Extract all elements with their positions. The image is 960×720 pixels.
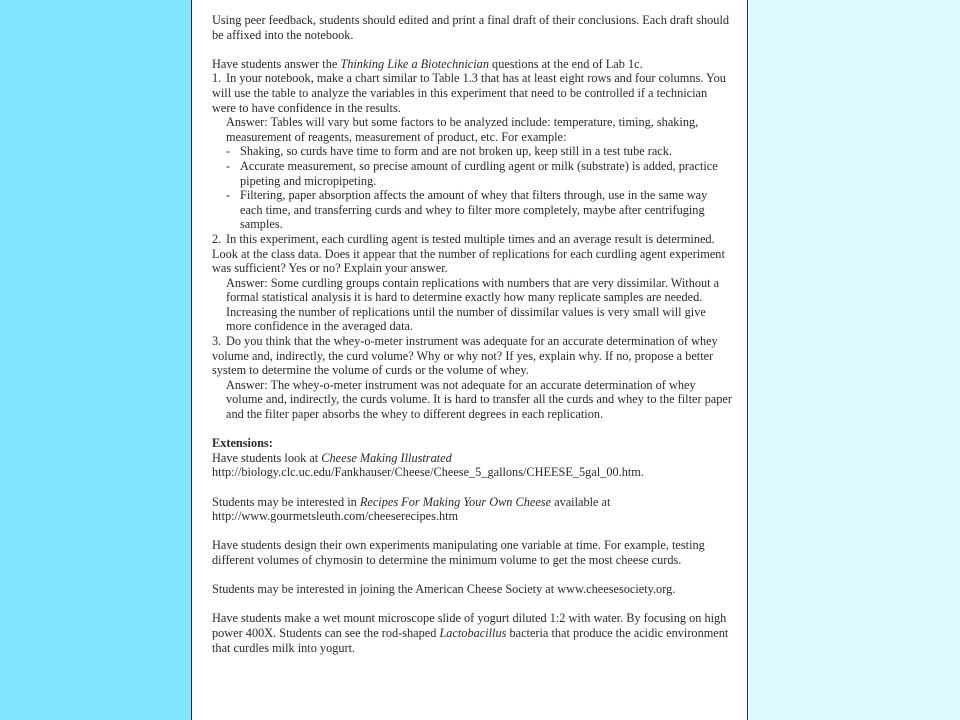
biotechnician-title: Thinking Like a Biotechnician: [340, 56, 489, 71]
cheese-illustrated-url: http://biology.clc.uc.edu/Fankhauser/Cheese/Cheese_5_gallons/CHEESE_5gal_00.htm.: [212, 465, 644, 480]
question-text: In your notebook, make a chart similar to Table 1.3 that has at least eight rows and four columns. You will use the table to analyze the variables in this experiment that need to be controlled if a technician were to have confidence in the results.: [212, 71, 726, 115]
cheese-illustrated-title: Cheese Making Illustrated: [321, 450, 452, 465]
bullet-item: - Filtering, paper absorption affects the amount of whey that filters through, use in the same way each time, and transferring curds and whey to filter more completely, maybe after centrifuging samples.: [212, 188, 732, 232]
recipes-title: Recipes For Making Your Own Cheese: [359, 494, 552, 509]
recipes-url: http://www.gourmetsleuth.com/cheeserecipes.htm: [212, 509, 459, 524]
recipes-line: Students may be interested in Recipes For Making Your Own Cheese available at: [212, 494, 611, 509]
question-1-answer: Answer: Tables will vary but some factors to be analyzed include: temperature, timing, shaking, measurement of reagents, measurement of product, etc. For example:: [226, 115, 699, 144]
left-margin-panel: [0, 0, 191, 720]
bullet-text: Filtering, paper absorption affects the amount of whey that filters through, use in the same way each time, and transferring curds and whey to filter more completely, maybe after centrifuging samples.: [240, 188, 708, 232]
question-1: [212, 71, 732, 232]
document-content: [212, 13, 732, 655]
cheese-society-paragraph: Students may be interested in joining the American Cheese Society at www.cheesesociety.org.: [212, 582, 676, 597]
question-2-answer: Answer: Some curdling groups contain replications with numbers that are very dissimilar. Without a formal statistical analysis it is hard to determine exactly how many replicate samples are needed. Increasing the number of replications until the number of dissimilar values is very small will give more confidence in the averaged data.: [226, 275, 720, 334]
yogurt-paragraph: Have students make a wet mount microscope slide of yogurt diluted 1:2 with water. By focusing on high power 400X. Students can see the rod-shaped Lactobacillus bacteria that produce the acidic environment that curdles milk into yogurt.: [212, 611, 729, 655]
answer-prefix: Have students answer the: [212, 56, 341, 71]
question-1-text: [212, 71, 732, 115]
design-experiments-paragraph: Have students design their own experiments manipulating one variable at time. For example, testing different volumes of chymosin to determine the minimum volume to get the most cheese curds.: [212, 538, 705, 567]
question-number: 3.: [212, 334, 222, 349]
question-3-text: [212, 334, 732, 378]
extensions-heading: Extensions:: [212, 436, 273, 451]
bullet-item: - Shaking, so curds have time to form and are not broken up, keep still in a test tube rack.: [212, 144, 732, 159]
question-number: 1.: [212, 71, 222, 86]
answer-suffix: questions at the end of Lab 1c.: [488, 56, 643, 71]
question-text: Do you think that the whey-o-meter instrument was adequate for an accurate determination of whey volume and, indirectly, the curd volume? Why or why not? If yes, explain why. If no, propose a better system to determine the volume of curds or the volume of whey.: [212, 334, 718, 378]
bullet-text: Shaking, so curds have time to form and are not broken up, keep still in a test tube rack.: [240, 144, 672, 159]
question-2: [212, 232, 732, 334]
cheese-illustrated-line: Have students look at Cheese Making Illustrated: [212, 450, 452, 465]
question-2-text: [212, 232, 732, 276]
bullet-text: Accurate measurement, so precise amount of curdling agent or milk (substrate) is added, practice pipeting and micropipeting.: [240, 158, 718, 188]
question-3: [212, 334, 732, 422]
bullet-item: - Accurate measurement, so precise amount of curdling agent or milk (substrate) is added, practice pipeting and micropipeting.: [212, 159, 732, 188]
lactobacillus-term: Lactobacillus: [439, 625, 507, 640]
question-text: In this experiment, each curdling agent is tested multiple times and an average result is determined. Look at the class data. Does it appear that the number of replications for each curdling agent experiment was sufficient? Yes or no? Explain your answer.: [212, 231, 725, 276]
answer-questions-paragraph: [212, 57, 732, 72]
question-3-answer: Answer: The whey-o-meter instrument was not adequate for an accurate determination of whey volume and, indirectly, the curds volume. It is hard to transfer all the curds and whey to the filter paper and the filter paper absorbs the whey to different degrees in each replication.: [226, 377, 732, 422]
question-number: 2.: [212, 231, 222, 246]
peer-feedback-paragraph: Using peer feedback, students should edited and print a final draft of their conclusions. Each draft should be affixed into the notebook.: [212, 13, 730, 42]
right-margin-panel: [749, 0, 960, 720]
document-page: [191, 0, 748, 720]
